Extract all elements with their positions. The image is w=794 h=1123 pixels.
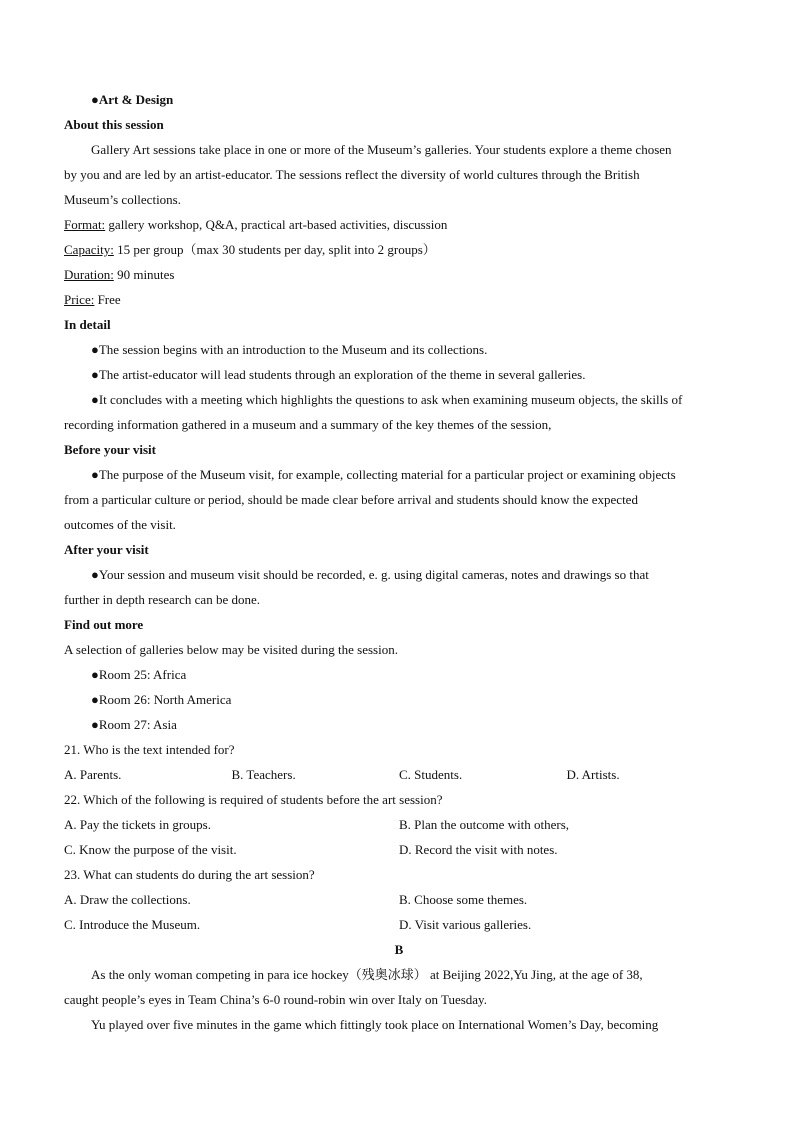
detail-format	[64, 212, 734, 237]
question-23-options	[64, 887, 734, 912]
before-visit-line: ●The purpose of the Museum visit, for example, collecting material for a particular project or examining objects	[91, 467, 676, 482]
option-d: D. Artists.	[566, 767, 620, 782]
about-line: Gallery Art sessions take place in one or more of the Museum’s galleries. Your students explore a theme chosen	[91, 142, 672, 157]
detail-label: Price:	[64, 292, 95, 307]
about-line: by you and are led by an artist-educator. The sessions reflect the diversity of world cultures through the British	[64, 167, 640, 182]
about-line: Museum’s collections.	[64, 192, 181, 207]
document-page	[64, 87, 734, 1037]
option-c: C. Introduce the Museum.	[64, 917, 201, 932]
detail-label: Capacity:	[64, 242, 114, 257]
option-b: B. Choose some themes.	[399, 892, 528, 907]
detail-value: 15 per group（max 30 students per day, split into 2 groups）	[113, 242, 436, 257]
detail-label: Duration:	[64, 267, 114, 282]
option-b: B. Plan the outcome with others,	[399, 817, 570, 832]
detail-value: 90 minutes	[113, 267, 175, 282]
after-visit-line: ●Your session and museum visit should be recorded, e. g. using digital cameras, notes and drawings so that	[91, 567, 649, 582]
option-c: C. Students.	[399, 767, 463, 782]
find-out-more-heading: Find out more	[64, 617, 144, 632]
detail-value: Free	[94, 292, 121, 307]
question-21-options	[64, 762, 734, 787]
after-visit-line: further in depth research can be done.	[64, 592, 260, 607]
option-d: D. Visit various galleries.	[399, 917, 532, 932]
find-out-more-intro: A selection of galleries below may be visited during the session.	[64, 642, 398, 657]
question-22-options	[64, 837, 734, 862]
room-item: ●Room 27: Asia	[91, 717, 177, 732]
after-visit-heading: After your visit	[64, 542, 149, 557]
section-b-line: Yu played over five minutes in the game which fittingly took place on International Women’s Day, becoming	[91, 1017, 659, 1032]
section-b-line: As the only woman competing in para ice hockey（残奥冰球） at Beijing 2022,Yu Jing, at the age of 38,	[91, 967, 643, 982]
in-detail-line: ●The session begins with an introduction to the Museum and its collections.	[91, 342, 488, 357]
option-a: A. Draw the collections.	[64, 892, 191, 907]
detail-label: Format:	[64, 217, 106, 232]
question-23: 23. What can students do during the art session?	[64, 867, 315, 882]
option-c: C. Know the purpose of the visit.	[64, 842, 237, 857]
option-d: D. Record the visit with notes.	[399, 842, 558, 857]
room-item: ●Room 26: North America	[91, 692, 232, 707]
section-b-label: B	[394, 942, 404, 957]
before-visit-line: outcomes of the visit.	[64, 517, 176, 532]
in-detail-line: ●The artist-educator will lead students through an exploration of the theme in several galleries.	[91, 367, 586, 382]
question-21: 21. Who is the text intended for?	[64, 742, 235, 757]
room-item: ●Room 25: Africa	[91, 667, 187, 682]
option-a: A. Parents.	[64, 767, 122, 782]
option-b: B. Teachers.	[231, 767, 296, 782]
in-detail-line: ●It concludes with a meeting which highlights the questions to ask when examining museum objects, the skills of	[91, 392, 683, 407]
in-detail-line: recording information gathered in a museum and a summary of the key themes of the session,	[64, 417, 552, 432]
section-b-line: caught people’s eyes in Team China’s 6-0 round-robin win over Italy on Tuesday.	[64, 992, 487, 1007]
question-22-options	[64, 812, 734, 837]
in-detail-heading: In detail	[64, 317, 111, 332]
detail-duration	[64, 262, 734, 287]
detail-value: gallery workshop, Q&A, practical art-based activities, discussion	[105, 217, 448, 232]
detail-price	[64, 287, 734, 312]
detail-capacity	[64, 237, 734, 262]
before-visit-heading: Before your visit	[64, 442, 156, 457]
question-22: 22. Which of the following is required of students before the art session?	[64, 792, 443, 807]
question-23-options	[64, 912, 734, 937]
option-a: A. Pay the tickets in groups.	[64, 817, 211, 832]
about-heading: About this session	[64, 117, 164, 132]
before-visit-line: from a particular culture or period, should be made clear before arrival and students should know the expected	[64, 492, 638, 507]
section-heading-art-design: ●Art & Design	[91, 92, 174, 107]
